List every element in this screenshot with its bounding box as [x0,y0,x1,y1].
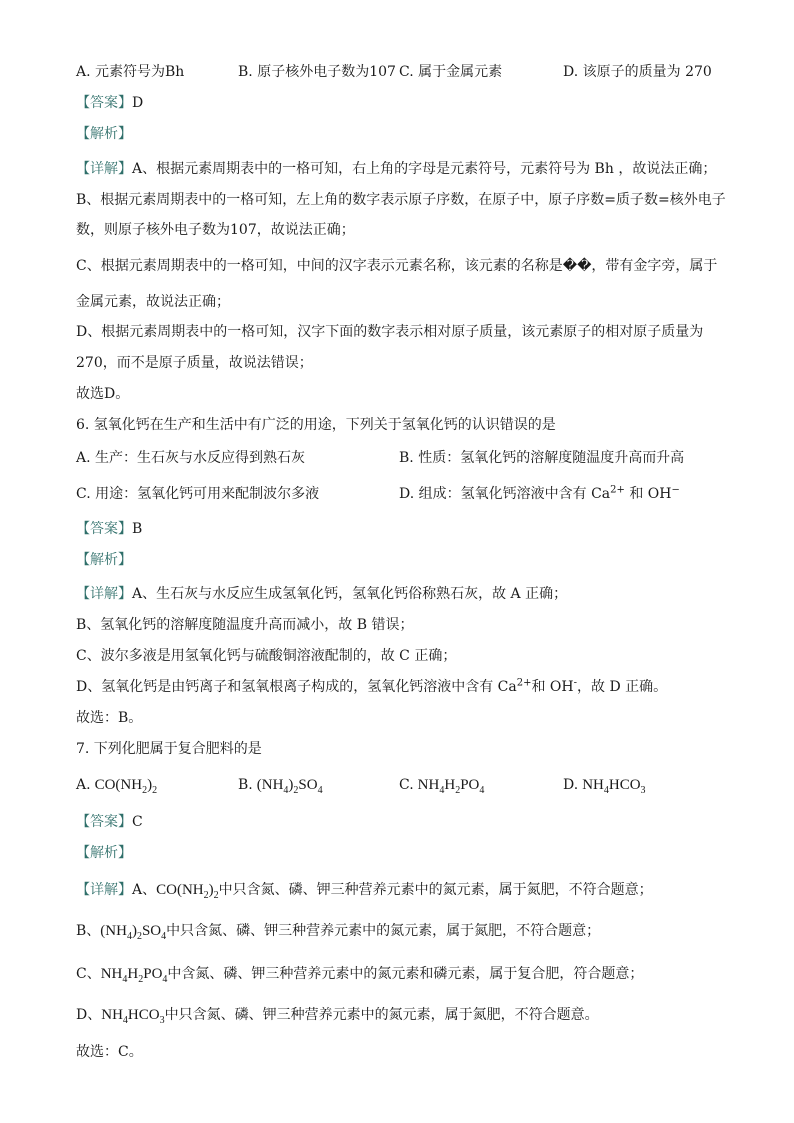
q6-analysis-tag: 【解析】 [76,552,132,568]
q5-detail-text: A、根据元素周期表中的一格可知，右上角的字母是元素符号，元素符号为 Bh ，故说法正确； [132,161,717,177]
detail-prefix: C、 [76,966,101,982]
q7-answer: C [132,814,143,830]
q7-detail-line [76,921,600,941]
q5-option-b: B. 原子核外电子数为107 [238,64,396,80]
q6-detail-line: C、波尔多液是用氢氧化钙与硫酸铜溶液配制的，故 C 正确； [76,648,457,664]
detail-tag: 【详解】 [76,586,132,602]
formula-ammonium-dihydrogen-phosphate: $NH_4H_2PO_4$ [417,777,485,796]
q7-option-d [563,775,646,795]
q5-option-d: D. 该原子的质量为 270 [563,64,712,80]
q6-detail-text-2: 和 OH [531,679,574,695]
formula-ammonium-dihydrogen-phosphate: $NH_4H_2PO_4$ [100,966,168,985]
q6-detail-line [76,584,567,604]
q6-option-d-text-2: 和 OH [624,486,672,502]
oh-charge: − [671,484,680,496]
q6-conclusion: 故选：B。 [76,710,143,726]
option-label: C. [399,777,414,793]
q7-option-b [238,775,323,795]
q6-option-a: A. 生产：生石灰与水反应得到熟石灰 [76,450,306,466]
formula-ammonium-sulfate: $(NH_4)_2SO_4$ [256,777,323,796]
q5-option-a: A. 元素符号为Bh [76,64,185,80]
option-label: B. [238,777,253,793]
q7-option-c [399,775,484,795]
q5-analysis-tag: 【解析】 [76,126,132,142]
q6-option-d-text: D. 组成：氢氧化钙溶液中含有 Ca [399,486,611,502]
q7-detail-text: 中只含氮、磷、钾三种营养元素中的氮元素，属于氮肥，不符合题意； [166,923,601,939]
option-label: D. [563,777,579,793]
q6-answer: B [132,521,143,537]
answer-tag: 【答案】 [76,95,132,111]
option-label: A. [76,777,91,793]
q7-option-a [76,775,157,795]
formula-urea: $CO(NH_2)_2$ [156,882,219,901]
detail-prefix: A、 [132,882,157,898]
q7-detail-line [76,880,653,900]
q6-question: 6. 氢氧化钙在生产和生活中有广泛的用途，下列关于氢氧化钙的认识错误的是 [76,417,556,433]
q6-option-c: C. 用途：氢氧化钙可用来配制波尔多液 [76,486,320,502]
q5-detail-line: 金属元素，故说法正确； [76,294,230,310]
q7-answer-line [76,812,143,832]
detail-prefix: D、 [76,1007,102,1023]
q6-answer-line [76,519,142,539]
q7-analysis-tag: 【解析】 [76,845,132,861]
ca-charge: 2+ [610,484,625,496]
q7-detail-line [76,1005,599,1025]
q5-detail-line: D、根据元素周期表中的一格可知，汉字下面的数字表示相对原子质量，该元素原子的相对原子质量为 [76,324,704,340]
answer-tag: 【答案】 [76,814,132,830]
q5-detail-line: C、根据元素周期表中的一格可知，中间的汉字表示元素名称，该元素的名称是��，带有金字旁，属于 [76,258,718,274]
q7-conclusion: 故选：C。 [76,1044,143,1060]
q5-answer-line [76,93,143,113]
q5-conclusion: 故选D。 [76,386,130,402]
formula-ammonium-sulfate: $(NH_4)_2SO_4$ [100,923,167,942]
answer-tag: 【答案】 [76,521,132,537]
q5-detail-line: B、根据元素周期表中的一格可知，左上角的数字表示原子序数，在原子中，原子序数=质子数=核外电子 [76,192,726,208]
q7-detail-line [76,964,643,984]
ca-charge: 2+ [516,677,532,689]
detail-prefix: B、 [76,923,101,939]
q6-detail-text-3: ，故 D 正确。 [577,679,668,695]
q6-detail-line: B、氢氧化钙的溶解度随温度升高而减小，故 B 错误； [76,617,414,633]
q7-detail-text: 中含氮、磷、钾三种营养元素中的氮元素和磷元素，属于复合肥，符合题意； [167,966,644,982]
q6-detail-line [76,677,667,697]
formula-ammonium-bicarbonate: $NH_4HCO_3$ [101,1007,165,1026]
q7-detail-text: 中只含氮、磷、钾三种营养元素中的氮元素，属于氮肥，不符合题意。 [164,1007,599,1023]
q6-detail-text: A、生石灰与水反应生成氢氧化钙，氢氧化钙俗称熟石灰，故 A 正确； [132,586,568,602]
detail-tag: 【详解】 [76,161,132,177]
oh-charge: - [573,677,578,689]
q5-option-c: C. 属于金属元素 [399,64,503,80]
q5-detail-line [76,159,716,179]
q7-detail-text: 中只含氮、磷、钾三种营养元素中的氮元素，属于氮肥，不符合题意； [218,882,653,898]
formula-urea: $CO(NH_2)_2$ [94,777,158,796]
q5-detail-line: 数，则原子核外电子数为107，故说法正确； [76,222,355,238]
q7-question: 7. 下列化肥属于复合肥料的是 [76,741,262,757]
q6-detail-text: D、氢氧化钙是由钙离子和氢氧根离子构成的，氢氧化钙溶液中含有 Ca [76,679,517,695]
q5-answer: D [132,95,144,111]
q6-option-b: B. 性质：氢氧化钙的溶解度随温度升高而升高 [399,450,685,466]
q6-option-d [399,484,680,504]
q5-detail-line: 270，而不是原子质量，故说法错误； [76,355,313,371]
detail-tag: 【详解】 [76,882,132,898]
formula-ammonium-bicarbonate: $NH_4HCO_3$ [582,777,646,796]
